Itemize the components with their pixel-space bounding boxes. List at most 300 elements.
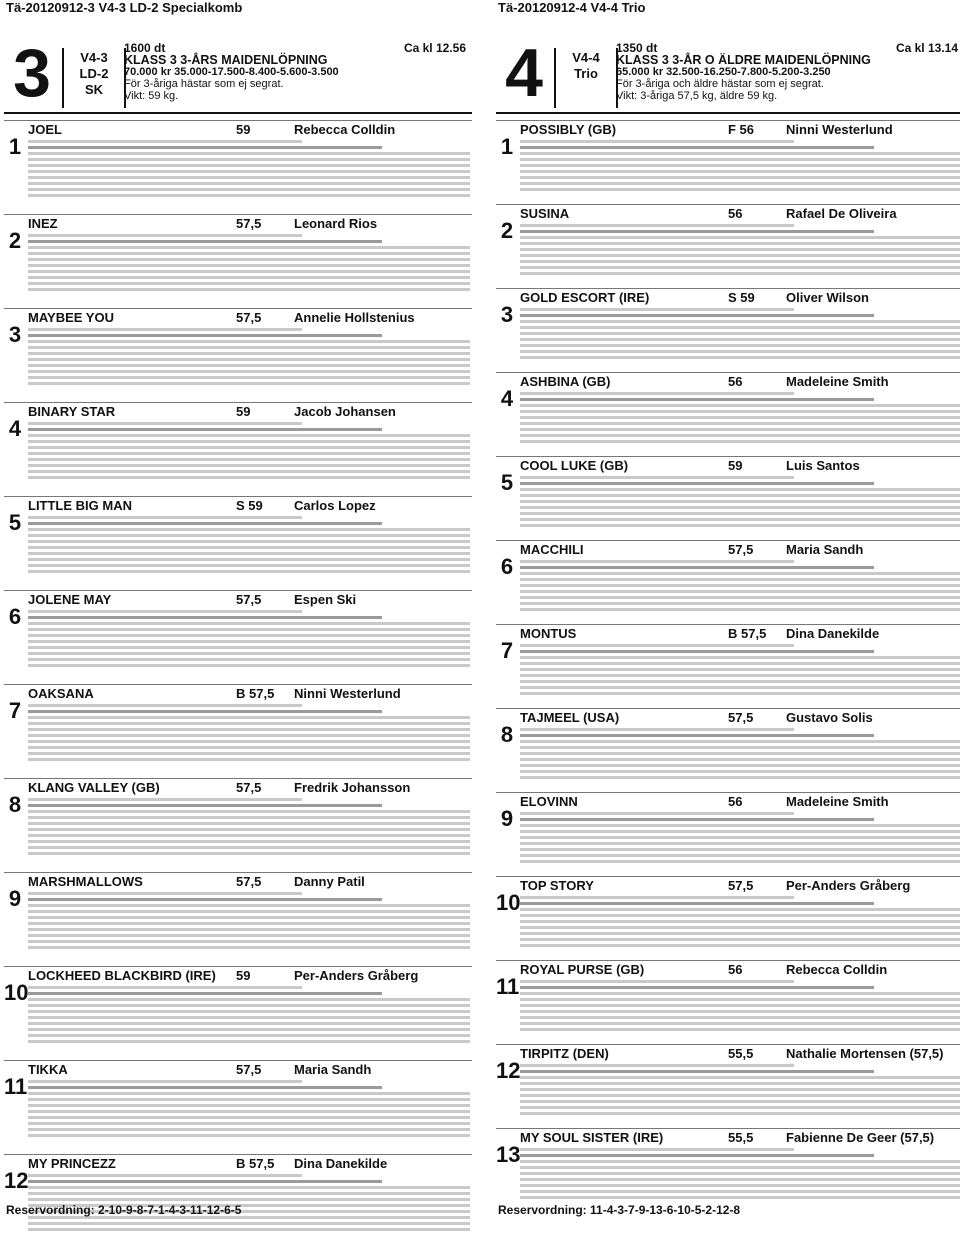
horse-name: MY PRINCEZZ	[28, 1156, 116, 1171]
entry-number: 11	[496, 974, 520, 999]
small-print-line	[28, 928, 470, 931]
race-start-time: Ca kl 13.14	[895, 41, 958, 55]
entry-name-row	[520, 542, 960, 557]
entry-name-row	[28, 404, 472, 419]
entry-list	[496, 120, 960, 1212]
small-print-line	[520, 740, 960, 743]
horse-weight: 57,5	[236, 874, 262, 889]
small-print-line	[28, 522, 382, 525]
small-print-line	[28, 758, 470, 761]
small-print-line	[520, 308, 794, 311]
small-print-line	[520, 1004, 960, 1007]
entry-name-row	[520, 962, 960, 977]
small-print-line	[28, 552, 470, 555]
horse-name: OAKSANA	[28, 686, 94, 701]
small-print-line	[28, 158, 470, 161]
horse-name: POSSIBLY (GB)	[520, 122, 617, 137]
small-print-line	[28, 1128, 470, 1131]
jockey-name: Fredrik Johansson	[294, 780, 411, 795]
small-print-line	[520, 758, 960, 761]
entry-details-placeholder	[28, 798, 470, 855]
small-print-line	[520, 224, 794, 227]
small-print-line	[28, 464, 470, 467]
small-print-line	[520, 416, 960, 419]
small-print-line	[28, 916, 470, 919]
horse-name: MARSHMALLOWS	[28, 874, 143, 889]
entry-details-placeholder	[520, 476, 960, 527]
small-print-line	[520, 320, 960, 323]
horse-weight: 57,5	[236, 216, 262, 231]
small-print-line	[28, 1192, 470, 1195]
horse-name: KLANG VALLEY (GB)	[28, 780, 160, 795]
small-print-line	[520, 182, 960, 185]
small-print-line	[520, 332, 960, 335]
race-info	[124, 42, 468, 102]
small-print-line	[28, 846, 470, 849]
reservordning: Reservordning: 2-10-9-8-7-1-4-3-11-12-6-5	[6, 1203, 242, 1217]
horse-weight: 59	[236, 122, 251, 137]
horse-name: LOCKHEED BLACKBIRD (IRE)	[28, 968, 216, 983]
small-print-line	[520, 164, 960, 167]
small-print-line	[520, 1160, 960, 1163]
small-print-line	[28, 986, 302, 989]
small-print-line	[520, 662, 960, 665]
entry-name-row	[28, 310, 472, 325]
small-print-line	[28, 164, 470, 167]
small-print-line	[520, 656, 960, 659]
small-print-line	[28, 422, 302, 425]
jockey-name: Madeleine Smith	[786, 794, 889, 809]
entry-number: 4	[500, 386, 514, 411]
small-print-line	[520, 920, 960, 923]
small-print-line	[28, 1086, 382, 1089]
small-print-line	[520, 896, 794, 899]
race-info	[616, 42, 960, 102]
small-print-line	[520, 188, 960, 191]
horse-entry	[496, 876, 960, 960]
entry-number: 12	[496, 1058, 521, 1083]
horse-name: MACCHILI	[520, 542, 584, 557]
small-print-line	[28, 616, 382, 619]
jockey-name: Rebecca Colldin	[786, 962, 888, 977]
entry-name-row	[520, 626, 960, 641]
small-print-line	[28, 564, 470, 567]
small-print-line	[28, 440, 470, 443]
small-print-line	[520, 608, 960, 611]
small-print-line	[28, 234, 302, 237]
small-print-line	[28, 1010, 470, 1013]
horse-entry	[496, 204, 960, 288]
small-print-line	[28, 610, 302, 613]
small-print-line	[28, 270, 470, 273]
small-print-line	[28, 282, 470, 285]
small-print-line	[28, 188, 470, 191]
small-print-line	[520, 1172, 960, 1175]
horse-weight: 57,5	[236, 310, 262, 325]
small-print-line	[28, 992, 382, 995]
horse-entry	[496, 960, 960, 1044]
entry-number: 8	[8, 792, 22, 817]
horse-entry	[4, 1060, 472, 1154]
entry-name-row	[28, 122, 472, 137]
race-weight: Vikt: 59 kg.	[124, 90, 179, 102]
entry-details-placeholder	[520, 140, 960, 191]
entry-name-row	[28, 498, 472, 513]
horse-entry	[4, 1154, 472, 1248]
small-print-line	[520, 668, 960, 671]
small-print-line	[520, 1190, 960, 1193]
small-print-line	[520, 494, 960, 497]
small-print-line	[520, 908, 960, 911]
small-print-line	[520, 650, 874, 653]
entry-details-placeholder	[28, 140, 470, 197]
small-print-line	[520, 1064, 794, 1067]
small-print-line	[28, 288, 470, 291]
horse-entry	[4, 872, 472, 966]
small-print-line	[520, 428, 960, 431]
small-print-line	[28, 240, 382, 243]
small-print-line	[28, 1080, 302, 1083]
entry-name-row	[28, 592, 472, 607]
entry-number: 2	[500, 218, 514, 243]
small-print-line	[520, 230, 874, 233]
small-print-line	[520, 488, 960, 491]
small-print-line	[28, 1180, 382, 1183]
small-print-line	[28, 370, 470, 373]
race-number: 3	[13, 35, 51, 111]
page-header: Tä-20120912-4 V4-4 Trio	[498, 0, 646, 15]
small-print-line	[520, 686, 960, 689]
small-print-line	[520, 818, 874, 821]
small-print-line	[28, 176, 470, 179]
jockey-name: Annelie Hollstenius	[294, 310, 415, 325]
small-print-line	[28, 1116, 470, 1119]
small-print-line	[520, 578, 960, 581]
small-print-line	[520, 254, 960, 257]
horse-name: ROYAL PURSE (GB)	[520, 962, 645, 977]
small-print-line	[520, 836, 960, 839]
small-print-line	[28, 640, 470, 643]
entry-name-row	[520, 206, 960, 221]
small-print-line	[28, 346, 470, 349]
entry-name-row	[520, 1130, 960, 1145]
small-print-line	[28, 940, 470, 943]
small-print-line	[28, 804, 382, 807]
entry-details-placeholder	[520, 1064, 960, 1115]
small-print-line	[28, 910, 470, 913]
entry-details-placeholder	[520, 308, 960, 359]
small-print-line	[28, 1040, 470, 1043]
small-print-line	[520, 998, 960, 1001]
small-print-line	[520, 848, 960, 851]
race-distance: 1350 dt	[616, 41, 658, 55]
small-print-line	[520, 932, 960, 935]
race-title: KLASS 3 3-ÅR O ÄLDRE MAIDENLÖPNING	[616, 53, 871, 67]
race-tag	[554, 48, 618, 108]
horse-weight: 56	[728, 962, 743, 977]
horse-weight: B 57,5	[236, 686, 275, 701]
small-print-line	[520, 926, 960, 929]
jockey-name: Danny Patil	[294, 874, 365, 889]
small-print-line	[28, 434, 470, 437]
small-print-line	[520, 944, 960, 947]
small-print-line	[28, 946, 470, 949]
small-print-line	[520, 1082, 960, 1085]
entry-details-placeholder	[28, 422, 470, 479]
horse-entry	[4, 496, 472, 590]
entry-details-placeholder	[28, 1080, 470, 1137]
small-print-line	[28, 822, 470, 825]
horse-entry	[496, 288, 960, 372]
entry-number: 1	[8, 134, 22, 159]
jockey-name: Rebecca Colldin	[294, 122, 396, 137]
horse-weight: 59	[728, 458, 743, 473]
small-print-line	[28, 734, 470, 737]
horse-name: LITTLE BIG MAN	[28, 498, 132, 513]
entry-number: 4	[8, 416, 22, 441]
horse-name: INEZ	[28, 216, 58, 231]
small-print-line	[520, 1154, 874, 1157]
small-print-line	[28, 898, 382, 901]
jockey-name: Carlos Lopez	[294, 498, 376, 513]
jockey-name: Maria Sandh	[786, 542, 864, 557]
jockey-name: Ninni Westerlund	[786, 122, 893, 137]
horse-entry	[496, 1128, 960, 1212]
entry-number: 1	[500, 134, 514, 159]
small-print-line	[520, 1112, 960, 1115]
entry-name-row	[520, 794, 960, 809]
small-print-line	[28, 998, 470, 1001]
small-print-line	[520, 1010, 960, 1013]
small-print-line	[28, 328, 302, 331]
jockey-name: Oliver Wilson	[786, 290, 869, 305]
jockey-name: Gustavo Solis	[786, 710, 873, 725]
small-print-line	[520, 1076, 960, 1079]
race-start-time: Ca kl 12.56	[403, 41, 466, 55]
small-print-line	[28, 934, 470, 937]
small-print-line	[28, 840, 470, 843]
entry-name-row	[520, 122, 960, 137]
small-print-line	[520, 410, 960, 413]
jockey-name: Nathalie Mortensen (57,5)	[786, 1046, 944, 1061]
small-print-line	[520, 992, 960, 995]
race-tag	[62, 48, 126, 108]
page-header: Tä-20120912-3 V4-3 LD-2 Specialkomb	[6, 0, 243, 15]
small-print-line	[28, 570, 470, 573]
small-print-line	[520, 1100, 960, 1103]
small-print-line	[28, 1228, 470, 1231]
small-print-line	[28, 646, 470, 649]
entry-name-row	[28, 1156, 472, 1171]
horse-name: MY SOUL SISTER (IRE)	[520, 1130, 664, 1145]
small-print-line	[28, 534, 470, 537]
horse-entry	[496, 792, 960, 876]
small-print-line	[28, 798, 302, 801]
entry-details-placeholder	[28, 892, 470, 949]
small-print-line	[28, 516, 302, 519]
small-print-line	[28, 152, 470, 155]
small-print-line	[28, 1134, 470, 1137]
race-distance: 1600 dt	[124, 41, 166, 55]
small-print-line	[520, 644, 794, 647]
horse-entry	[496, 120, 960, 204]
small-print-line	[520, 746, 960, 749]
small-print-line	[28, 704, 302, 707]
horse-name: SUSINA	[520, 206, 570, 221]
small-print-line	[28, 428, 382, 431]
small-print-line	[520, 140, 794, 143]
horse-weight: 59	[236, 404, 251, 419]
small-print-line	[28, 194, 470, 197]
small-print-line	[28, 1004, 470, 1007]
entry-details-placeholder	[520, 896, 960, 947]
entry-details-placeholder	[28, 986, 470, 1043]
small-print-line	[28, 376, 470, 379]
small-print-line	[520, 728, 794, 731]
horse-name: ASHBINA (GB)	[520, 374, 611, 389]
entry-details-placeholder	[520, 980, 960, 1031]
small-print-line	[520, 830, 960, 833]
jockey-name: Espen Ski	[294, 592, 357, 607]
race-tag-line: V4-4	[572, 50, 600, 65]
race-tag-line: SK	[84, 82, 104, 97]
jockey-name: Dina Danekilde	[786, 626, 880, 641]
small-print-line	[520, 596, 960, 599]
small-print-line	[520, 1094, 960, 1097]
race-number: 4	[505, 35, 543, 111]
entry-details-placeholder	[28, 328, 470, 385]
horse-entry	[4, 778, 472, 872]
race-prize: 70.000 kr 35.000-17.500-8.400-5.600-3.500	[124, 66, 339, 78]
small-print-line	[28, 728, 470, 731]
small-print-line	[520, 506, 960, 509]
entry-name-row	[520, 458, 960, 473]
entry-details-placeholder	[28, 516, 470, 573]
small-print-line	[28, 852, 470, 855]
entry-number: 8	[500, 722, 514, 747]
small-print-line	[28, 1110, 470, 1113]
small-print-line	[520, 842, 960, 845]
entry-name-row	[520, 374, 960, 389]
small-print-line	[520, 512, 960, 515]
small-print-line	[520, 1106, 960, 1109]
small-print-line	[28, 834, 470, 837]
small-print-line	[520, 518, 960, 521]
small-print-line	[520, 914, 960, 917]
small-print-line	[520, 1022, 960, 1025]
entry-details-placeholder	[520, 1148, 960, 1199]
horse-weight: B 57,5	[728, 626, 767, 641]
small-print-line	[28, 252, 470, 255]
jockey-name: Madeleine Smith	[786, 374, 889, 389]
small-print-line	[28, 1098, 470, 1101]
horse-weight: F 56	[728, 122, 755, 137]
entry-number: 11	[4, 1074, 28, 1099]
small-print-line	[520, 764, 960, 767]
small-print-line	[28, 722, 470, 725]
horse-entry	[4, 214, 472, 308]
horse-weight: 55,5	[728, 1046, 754, 1061]
small-print-line	[520, 236, 960, 239]
entry-name-row	[28, 1062, 472, 1077]
jockey-name: Luis Santos	[786, 458, 860, 473]
small-print-line	[520, 812, 794, 815]
entry-name-row	[28, 780, 472, 795]
entry-number: 6	[500, 554, 514, 579]
small-print-line	[520, 860, 960, 863]
small-print-line	[520, 986, 874, 989]
horse-entry	[4, 308, 472, 402]
small-print-line	[520, 1166, 960, 1169]
small-print-line	[28, 1022, 470, 1025]
small-print-line	[28, 658, 470, 661]
jockey-name: Rafael De Oliveira	[786, 206, 897, 221]
race-tag-line: V4-3	[80, 50, 108, 65]
horse-name: TIRPITZ (DEN)	[520, 1046, 609, 1061]
small-print-line	[28, 546, 470, 549]
entry-number: 3	[8, 322, 22, 347]
small-print-line	[520, 980, 794, 983]
small-print-line	[520, 500, 960, 503]
horse-name: TOP STORY	[520, 878, 594, 893]
race-prize: 65.000 kr 32.500-16.250-7.800-5.200-3.250	[616, 66, 831, 78]
small-print-line	[520, 824, 960, 827]
horse-weight: 55,5	[728, 1130, 754, 1145]
small-print-line	[28, 446, 470, 449]
small-print-line	[28, 352, 470, 355]
horse-entry	[496, 540, 960, 624]
horse-weight: 57,5	[236, 780, 262, 795]
small-print-line	[520, 692, 960, 695]
small-print-line	[520, 176, 960, 179]
small-print-line	[520, 566, 874, 569]
small-print-line	[520, 1178, 960, 1181]
small-print-line	[28, 892, 302, 895]
small-print-line	[28, 334, 382, 337]
small-print-line	[520, 356, 960, 359]
horse-weight: 57,5	[728, 710, 754, 725]
small-print-line	[520, 398, 874, 401]
small-print-line	[28, 622, 470, 625]
race-conditions: För 3-åriga och äldre hästar som ej segrat.	[616, 78, 824, 90]
jockey-name: Jacob Johansen	[294, 404, 396, 419]
horse-weight: 56	[728, 374, 743, 389]
small-print-line	[28, 828, 470, 831]
small-print-line	[28, 264, 470, 267]
small-print-line	[28, 634, 470, 637]
horse-entry	[496, 456, 960, 540]
right-column	[496, 0, 960, 1219]
race-conditions: För 3-åriga hästar som ej segrat.	[124, 78, 284, 90]
small-print-line	[520, 392, 794, 395]
horse-entry	[4, 966, 472, 1060]
entry-name-row	[520, 290, 960, 305]
small-print-line	[520, 776, 960, 779]
small-print-line	[520, 674, 960, 677]
small-print-line	[28, 1186, 470, 1189]
entry-number: 5	[8, 510, 22, 535]
entry-number: 9	[8, 886, 22, 911]
entry-number: 9	[500, 806, 514, 831]
entry-number: 10	[496, 890, 521, 915]
small-print-line	[28, 246, 470, 249]
small-print-line	[28, 458, 470, 461]
small-print-line	[28, 810, 470, 813]
entry-number: 2	[8, 228, 22, 253]
horse-weight: 57,5	[236, 1062, 262, 1077]
jockey-name: Maria Sandh	[294, 1062, 372, 1077]
race-weight: Vikt: 3-åriga 57,5 kg, äldre 59 kg.	[616, 90, 778, 102]
